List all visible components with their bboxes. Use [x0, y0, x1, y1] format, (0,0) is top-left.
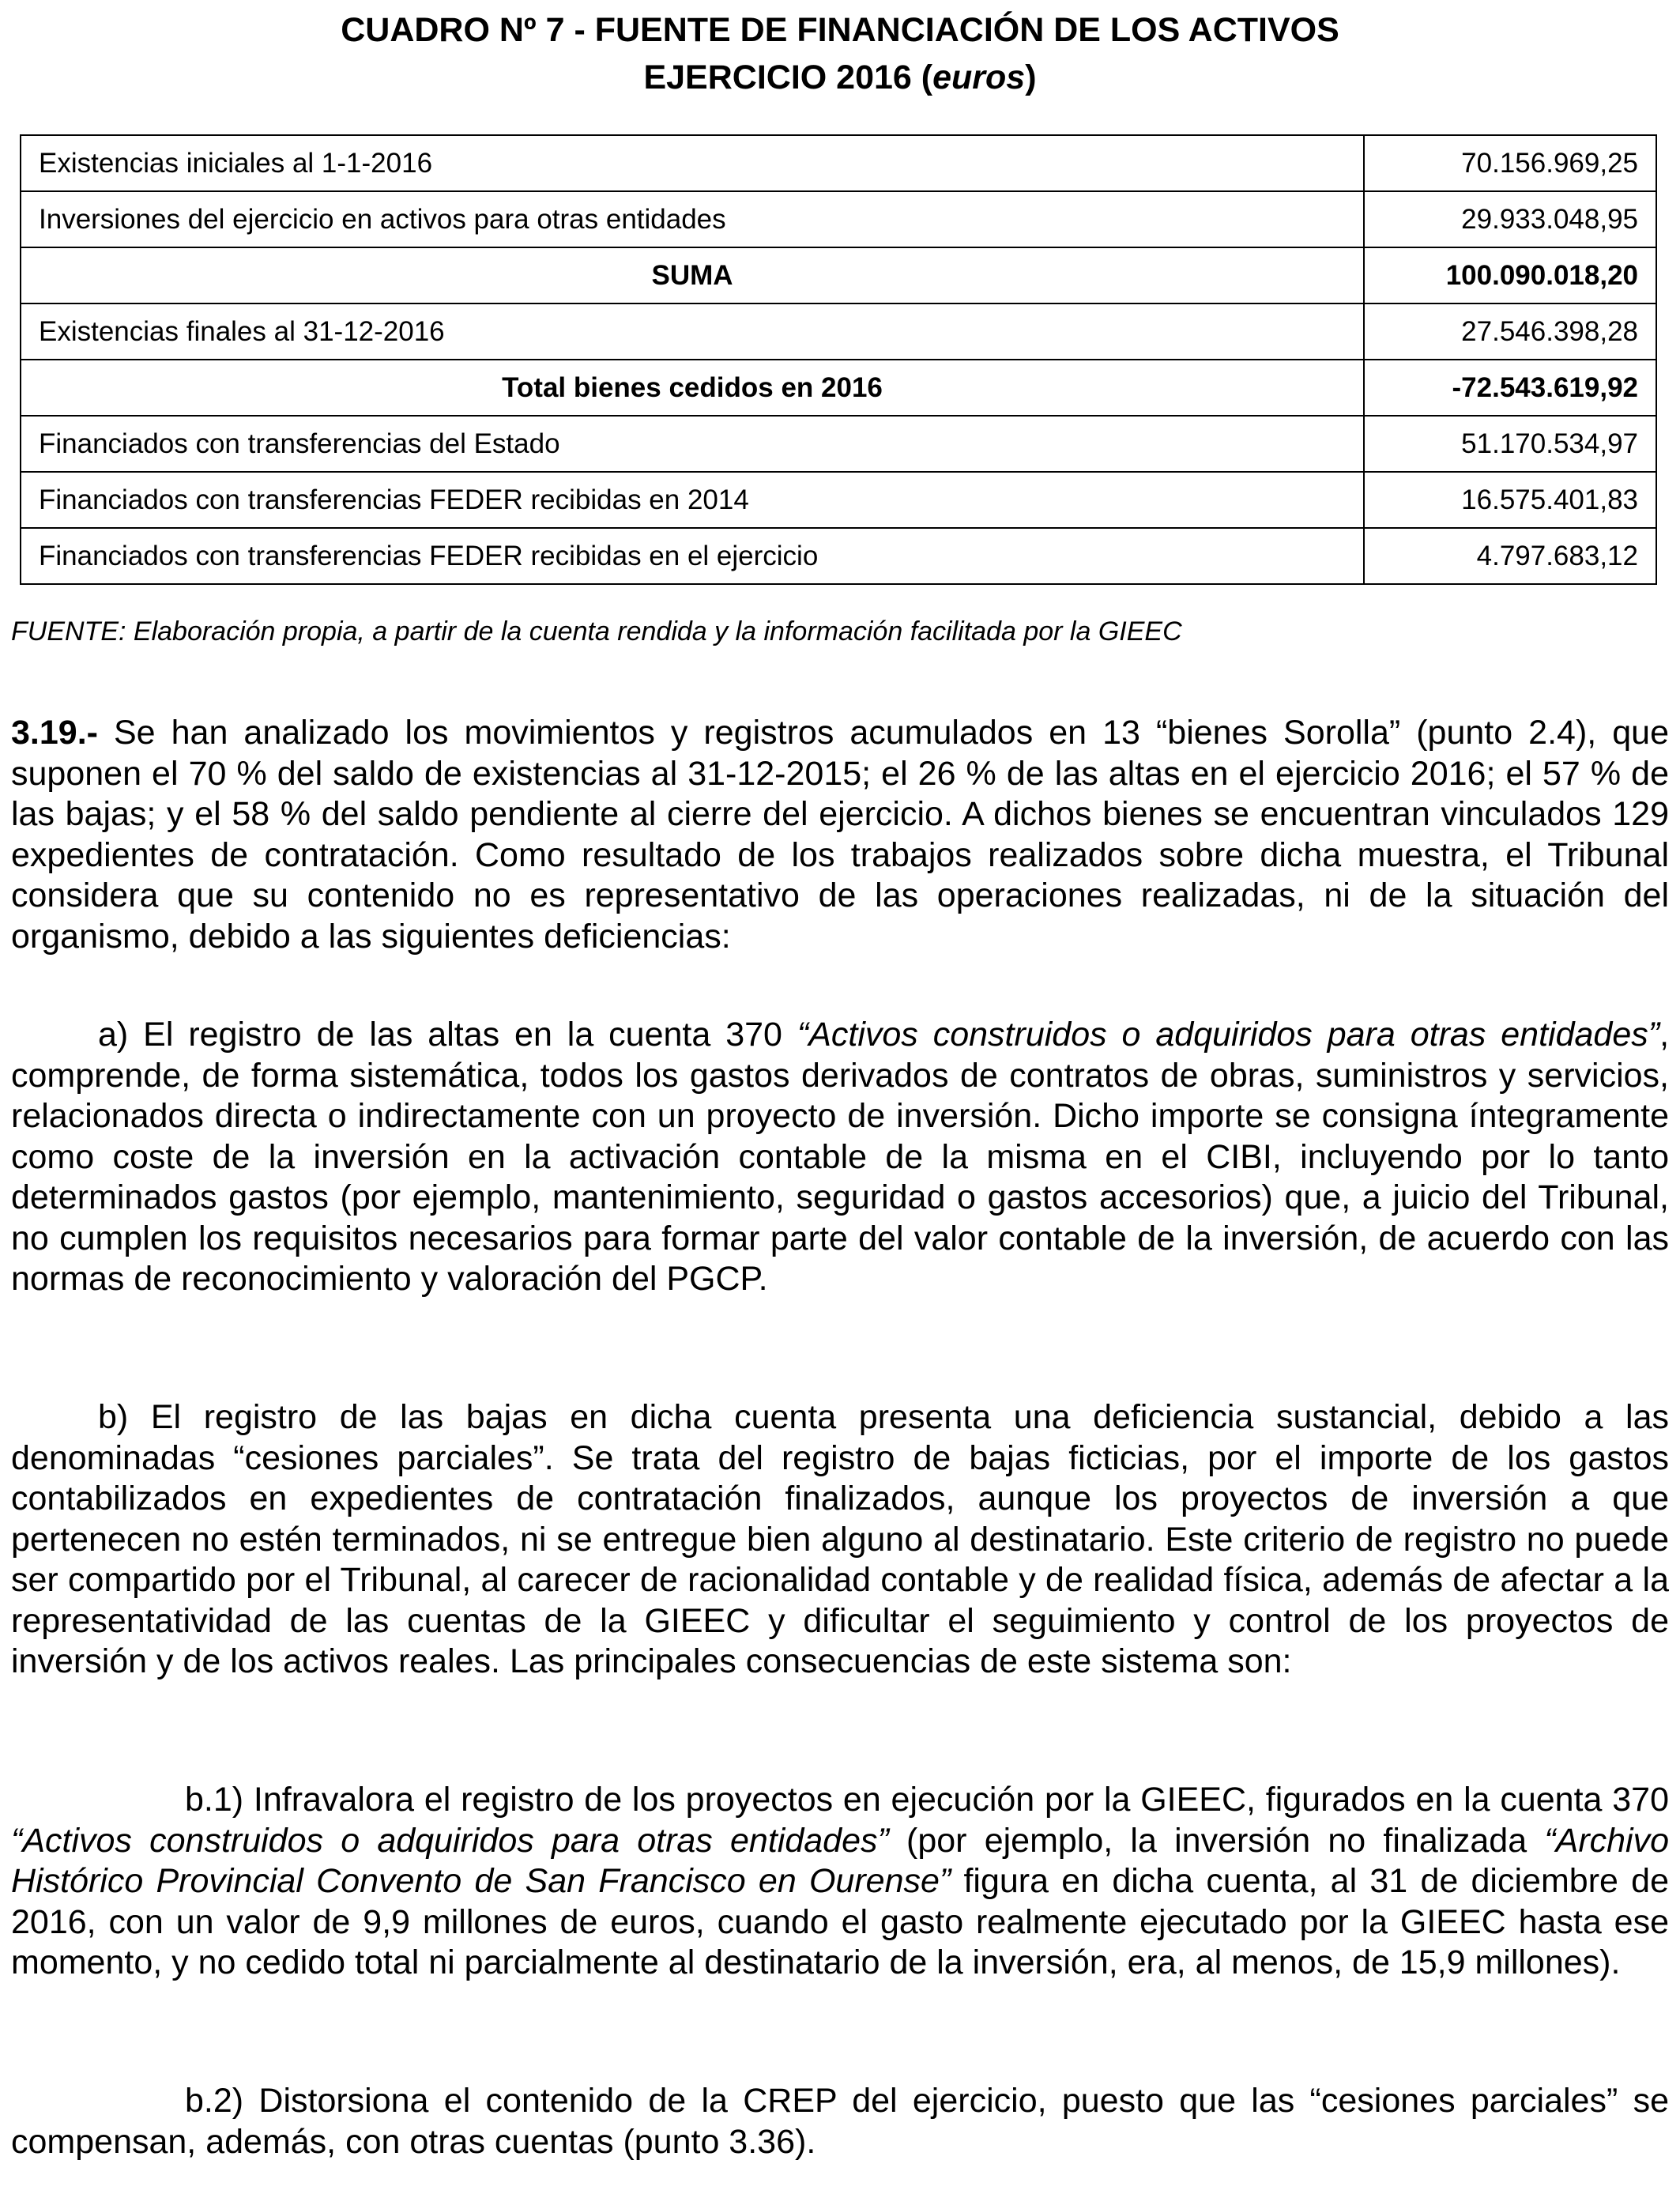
paragraph-b1-text-3: figura en dicha cuenta, al 31 de diciembre de 2016, con un valor de 9,9 millones de euros, cuando el gasto realmente ejecutado por la GIEEC hasta ese momento, y no cedido total ni parcialmente al destinatario de la inversión, era, al menos, de 15,9 millones).: [11, 1862, 1669, 1981]
paragraph-b2: b.2) Distorsiona el contenido de la CREP del ejercicio, puesto que las “cesiones parciales” se compensan, además, con otras cuentas (punto 3.36).: [11, 2082, 1669, 2161]
table-row: [21, 472, 1656, 528]
paragraph-b1-text-1: b.1) Infravalora el registro de los proyectos en ejecución por la GIEEC, figurados en la cuenta 370: [185, 1781, 1669, 1819]
paragraph-b1-account-name: “Activos construidos o adquiridos para otras entidades”: [11, 1821, 889, 1860]
row-label: Existencias finales al 31-12-2016: [21, 303, 1364, 360]
paragraph-text: Se han analizado los movimientos y registros acumulados en 13 “bienes Sorolla” (punto 2.4), que suponen el 70 % del saldo de existencias al 31-12-2015; el 26 % de las altas en el ejercicio 2016; el 57 % de las bajas; y el 58 % del saldo pendiente al cierre del ejercicio. A dichos bienes se encuentran vinculados 129 expedientes de contratación. Como resultado de los trabajos realizados sobre dicha muestra, el Tribunal considera que su contenido no es representativo de las operaciones realizadas, ni de la situación del organismo, debido a las siguientes deficiencias:: [11, 714, 1669, 956]
table-row: [21, 191, 1656, 247]
table-row: [21, 416, 1656, 472]
row-label: SUMA: [21, 247, 1364, 303]
title-line-1: CUADRO Nº 7 - FUENTE DE FINANCIACIÓN DE LOS ACTIVOS: [341, 11, 1339, 49]
table-row: [21, 528, 1656, 584]
paragraph-b1-project-name: “Archivo Histórico Provincial Convento de San Francisco en Ourense”: [11, 1821, 1670, 1900]
row-value: 70.156.969,25: [1364, 135, 1656, 191]
row-label: Existencias iniciales al 1-1-2016: [21, 135, 1364, 191]
row-value: 27.546.398,28: [1364, 303, 1656, 360]
row-label: Financiados con transferencias FEDER recibidas en el ejercicio: [21, 528, 1364, 584]
paragraph-number: 3.19.-: [11, 714, 98, 752]
row-label: Financiados con transferencias FEDER recibidas en 2014: [21, 472, 1364, 528]
title-line-2-prefix: EJERCICIO 2016 (: [643, 58, 933, 96]
row-value: 16.575.401,83: [1364, 472, 1656, 528]
title-line-2: [0, 54, 1680, 101]
row-label: Total bienes cedidos en 2016: [21, 360, 1364, 416]
paragraph-a-text-2: , comprende, de forma sistemática, todos los gastos derivados de contratos de obras, suministros y servicios, relacionados directa o indirectamente con un proyecto de inversión. Dicho importe se consigna íntegramente como coste de la inversión en la activación contable de la misma en el CIBI, incluyendo por lo tanto determinados gastos (por ejemplo, mantenimiento, seguridad o gastos accesorios) que, a juicio del Tribunal, no cumplen los requisitos necesarios para formar parte del valor contable de la inversión, de acuerdo con las normas de reconocimiento y valoración del PGCP.: [11, 1016, 1670, 1298]
row-value: 29.933.048,95: [1364, 191, 1656, 247]
table-row: [21, 303, 1656, 360]
row-value: 51.170.534,97: [1364, 416, 1656, 472]
row-value: 4.797.683,12: [1364, 528, 1656, 584]
paragraph-a: [11, 1015, 1669, 1300]
paragraph-b: b) El registro de las bajas en dicha cuenta presenta una deficiencia sustancial, debido a las denominadas “cesiones parciales”. Se trata del registro de bajas ficticias, por el importe de los gastos contabilizados en expedientes de contratación finalizados, aunque los proyectos de inversión a que pertenecen no estén terminados, ni se entregue bien alguno al destinatario. Este criterio de registro no puede ser compartido por el Tribunal, al carecer de racionalidad contable y de realidad física, además de afectar a la representatividad de las cuentas de la GIEEC y dificultar el seguimiento y control de los proyectos de inversión y de los activos reales. Las principales consecuencias de este sistema son:: [11, 1398, 1669, 1680]
paragraph-a-account-name: “Activos construidos o adquiridos para otras entidades”: [797, 1016, 1660, 1054]
table-source-note: FUENTE: Elaboración propia, a partir de la cuenta rendida y la información facilitada por la GIEEC: [11, 616, 1182, 647]
paragraph-a-text-1: a) El registro de las altas en la cuenta 370: [98, 1016, 797, 1054]
row-label: Inversiones del ejercicio en activos para otras entidades: [21, 191, 1364, 247]
paragraph-b1-text-2: (por ejemplo, la inversión no finalizada: [888, 1821, 1545, 1860]
table-row-total: [21, 360, 1656, 416]
financing-table: [20, 134, 1657, 585]
table-title: [0, 6, 1680, 101]
row-value: -72.543.619,92: [1364, 360, 1656, 416]
table-row: [21, 135, 1656, 191]
title-line-2-italic: euros: [932, 58, 1026, 96]
paragraph-3-19: [11, 713, 1669, 957]
paragraph-b1: [11, 1780, 1669, 1984]
title-line-2-suffix: ): [1025, 58, 1037, 96]
row-label: Financiados con transferencias del Estado: [21, 416, 1364, 472]
table-row-subtotal: [21, 247, 1656, 303]
row-value: 100.090.018,20: [1364, 247, 1656, 303]
